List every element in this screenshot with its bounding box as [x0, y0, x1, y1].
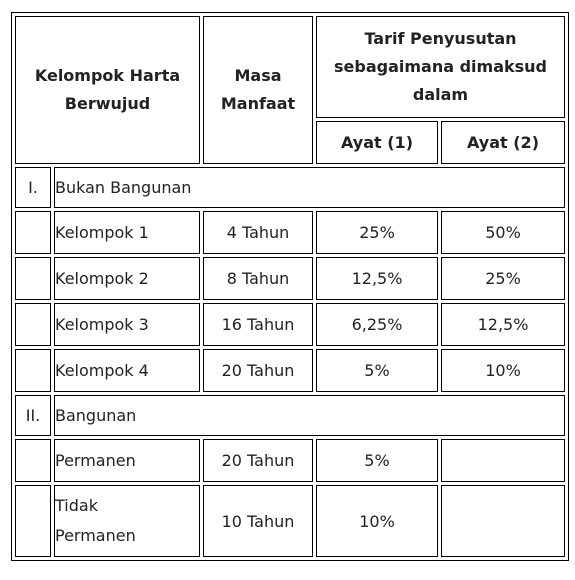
useful-life: 8 Tahun [203, 257, 313, 300]
group-name: Kelompok 2 [54, 257, 200, 300]
header-life-line1: Masa [234, 66, 282, 85]
empty-cell [15, 211, 51, 254]
group-name: Permanen [54, 439, 200, 482]
header-rate-line2: sebagaimana dimaksud [334, 57, 547, 76]
rate-ayat2: 10% [441, 349, 565, 392]
header-row-top [15, 16, 565, 118]
group-name: Kelompok 3 [54, 303, 200, 346]
section-number: I. [15, 167, 51, 208]
header-rate-line3: dalam [412, 85, 469, 104]
rate-ayat2: 12,5% [441, 303, 565, 346]
section-title: Bukan Bangunan [54, 167, 565, 208]
useful-life: 4 Tahun [203, 211, 313, 254]
rate-ayat2 [441, 439, 565, 482]
rate-ayat2 [441, 485, 565, 557]
empty-cell [15, 485, 51, 557]
group-name: Kelompok 1 [54, 211, 200, 254]
header-life-line2: Manfaat [220, 94, 296, 113]
rate-ayat1: 5% [316, 349, 438, 392]
header-rate-line1: Tarif Penyusutan [364, 29, 517, 48]
table-row [15, 439, 565, 482]
header-rate-cell [316, 16, 565, 118]
header-ayat1: Ayat (1) [316, 121, 438, 164]
useful-life: 20 Tahun [203, 439, 313, 482]
section-row-1 [15, 167, 565, 208]
group-name: Kelompok 4 [54, 349, 200, 392]
section-row-2 [15, 395, 565, 436]
table-row [15, 485, 565, 557]
header-group-line1: Kelompok Harta [34, 66, 181, 85]
useful-life: 10 Tahun [203, 485, 313, 557]
group-name [54, 485, 200, 557]
section-title: Bangunan [54, 395, 565, 436]
useful-life: 16 Tahun [203, 303, 313, 346]
depreciation-table-container [11, 12, 569, 561]
rate-ayat1: 10% [316, 485, 438, 557]
rate-ayat1: 25% [316, 211, 438, 254]
header-ayat2: Ayat (2) [441, 121, 565, 164]
useful-life: 20 Tahun [203, 349, 313, 392]
empty-cell [15, 349, 51, 392]
header-group-line2: Berwujud [64, 94, 151, 113]
rate-ayat1: 5% [316, 439, 438, 482]
table-row [15, 257, 565, 300]
table-row [15, 303, 565, 346]
group-name-line1: Tidak [55, 496, 98, 515]
rate-ayat1: 12,5% [316, 257, 438, 300]
rate-ayat2: 25% [441, 257, 565, 300]
depreciation-table [11, 12, 569, 561]
rate-ayat2: 50% [441, 211, 565, 254]
table-row [15, 211, 565, 254]
empty-cell [15, 257, 51, 300]
rate-ayat1: 6,25% [316, 303, 438, 346]
empty-cell [15, 303, 51, 346]
header-group-cell [15, 16, 200, 164]
table-row [15, 349, 565, 392]
section-number: II. [15, 395, 51, 436]
empty-cell [15, 439, 51, 482]
header-life-cell [203, 16, 313, 164]
group-name-line2: Permanen [55, 526, 136, 545]
